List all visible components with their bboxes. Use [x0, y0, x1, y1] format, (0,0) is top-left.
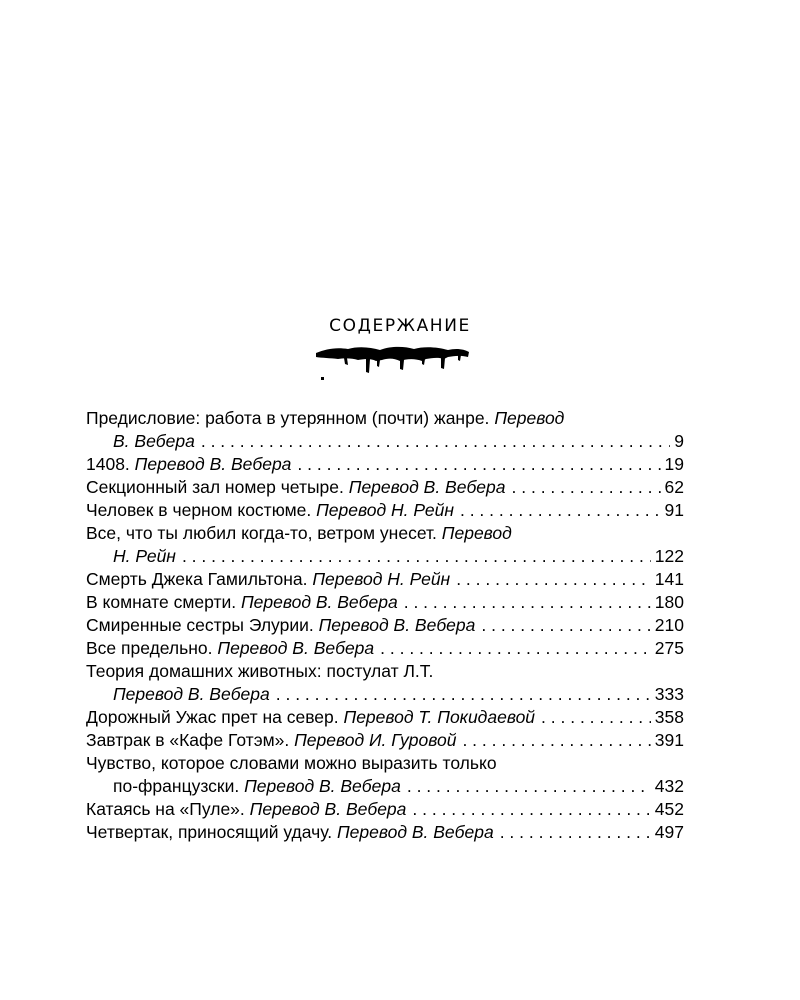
- dot-leader: [182, 545, 651, 568]
- toc-entry-continuation: [86, 545, 684, 568]
- entry-translator: Перевод Н. Рейн: [312, 569, 451, 589]
- dot-leader: [404, 591, 651, 614]
- entry-title: Предисловие: работа в утерянном (почти) жанре.: [86, 408, 490, 428]
- page-title: СОДЕРЖАНИЕ: [329, 316, 471, 336]
- entry-title: Человек в черном костюме.: [86, 500, 312, 520]
- entry-title: Смерть Джека Гамильтона.: [86, 569, 308, 589]
- dot-leader: [512, 476, 661, 499]
- toc-entry: [86, 752, 684, 775]
- toc-entry: [86, 821, 684, 844]
- entry-translator: Н. Рейн: [113, 546, 176, 566]
- toc-entry: [86, 522, 684, 545]
- entry-title: 1408.: [86, 454, 130, 474]
- toc-entry: [86, 476, 684, 499]
- entry-translator: Перевод И. Гуровой: [294, 730, 457, 750]
- table-of-contents: [86, 407, 684, 844]
- entry-translator: Перевод В. Вебера: [348, 477, 506, 497]
- entry-title: Секционный зал номер четыре.: [86, 477, 344, 497]
- entry-translator: Перевод В. Вебера: [217, 638, 375, 658]
- entry-page: 62: [664, 477, 684, 497]
- dot-leader: [380, 637, 651, 660]
- entry-page: 391: [654, 730, 684, 750]
- toc-entry: [86, 568, 684, 591]
- entry-title: Теория домашних животных: постулат Л.Т.: [86, 661, 434, 681]
- entry-title: Дорожный Ужас прет на север.: [86, 707, 339, 727]
- toc-entry-continuation: [86, 775, 684, 798]
- toc-entry: [86, 453, 684, 476]
- entry-page: 141: [654, 569, 684, 589]
- toc-entry: [86, 614, 684, 637]
- dot-leader: [276, 683, 651, 706]
- entry-page: 19: [664, 454, 684, 474]
- toc-entry: [86, 798, 684, 821]
- entry-translator: Перевод: [494, 408, 565, 428]
- entry-page: 497: [654, 822, 684, 842]
- entry-title: Смиренные сестры Элурии.: [86, 615, 314, 635]
- entry-title: Катаясь на «Пуле».: [86, 799, 245, 819]
- dot-leader: [500, 821, 651, 844]
- entry-page: 275: [654, 638, 684, 658]
- toc-entry: [86, 637, 684, 660]
- toc-entry: [86, 729, 684, 752]
- entry-page: 91: [664, 500, 684, 520]
- ink-ornament-icon: [314, 343, 470, 383]
- entry-page: 452: [654, 799, 684, 819]
- entry-title: Завтрак в «Кафе Готэм».: [86, 730, 290, 750]
- entry-title: Четвертак, приносящий удачу.: [86, 822, 333, 842]
- entry-translator: Перевод В. Вебера: [249, 799, 407, 819]
- toc-entry: [86, 591, 684, 614]
- entry-translator: Перевод Т. Покидаевой: [343, 707, 536, 727]
- toc-entry: [86, 706, 684, 729]
- entry-title: по-французски.: [113, 776, 240, 796]
- toc-entry: [86, 499, 684, 522]
- entry-title: Все предельно.: [86, 638, 213, 658]
- toc-entry-continuation: [86, 683, 684, 706]
- entry-page: 210: [654, 615, 684, 635]
- dot-leader: [297, 453, 660, 476]
- toc-entry: [86, 660, 684, 683]
- toc-entry: [86, 407, 684, 430]
- entry-page: 358: [654, 707, 684, 727]
- entry-translator: Перевод В. Вебера: [113, 684, 270, 704]
- entry-translator: Перевод В. Вебера: [336, 822, 494, 842]
- entry-page: 9: [674, 431, 684, 451]
- entry-page: 432: [654, 776, 684, 796]
- dot-leader: [541, 706, 651, 729]
- entry-translator: Перевод В. Вебера: [134, 454, 292, 474]
- toc-entry-continuation: [86, 430, 684, 453]
- entry-title: Все, что ты любил когда-то, ветром унесет.: [86, 523, 437, 543]
- entry-translator: Перевод Н. Рейн: [316, 500, 454, 520]
- entry-title: Чувство, которое словами можно выразить только: [86, 753, 497, 773]
- dot-leader: [460, 499, 661, 522]
- entry-translator: Перевод В. Вебера: [318, 615, 476, 635]
- dot-leader: [412, 798, 650, 821]
- dot-leader: [462, 729, 650, 752]
- entry-translator: Перевод: [441, 523, 512, 543]
- dot-leader: [456, 568, 651, 591]
- entry-page: 180: [654, 592, 684, 612]
- dot-leader: [481, 614, 650, 637]
- entry-translator: В. Вебера: [113, 431, 195, 451]
- dot-leader: [201, 430, 670, 453]
- entry-page: 122: [654, 546, 684, 566]
- entry-translator: Перевод В. Вебера: [240, 592, 398, 612]
- entry-page: 333: [654, 684, 684, 704]
- entry-translator: Перевод В. Вебера: [244, 776, 401, 796]
- entry-title: В комнате смерти.: [86, 592, 237, 612]
- dot-leader: [407, 775, 651, 798]
